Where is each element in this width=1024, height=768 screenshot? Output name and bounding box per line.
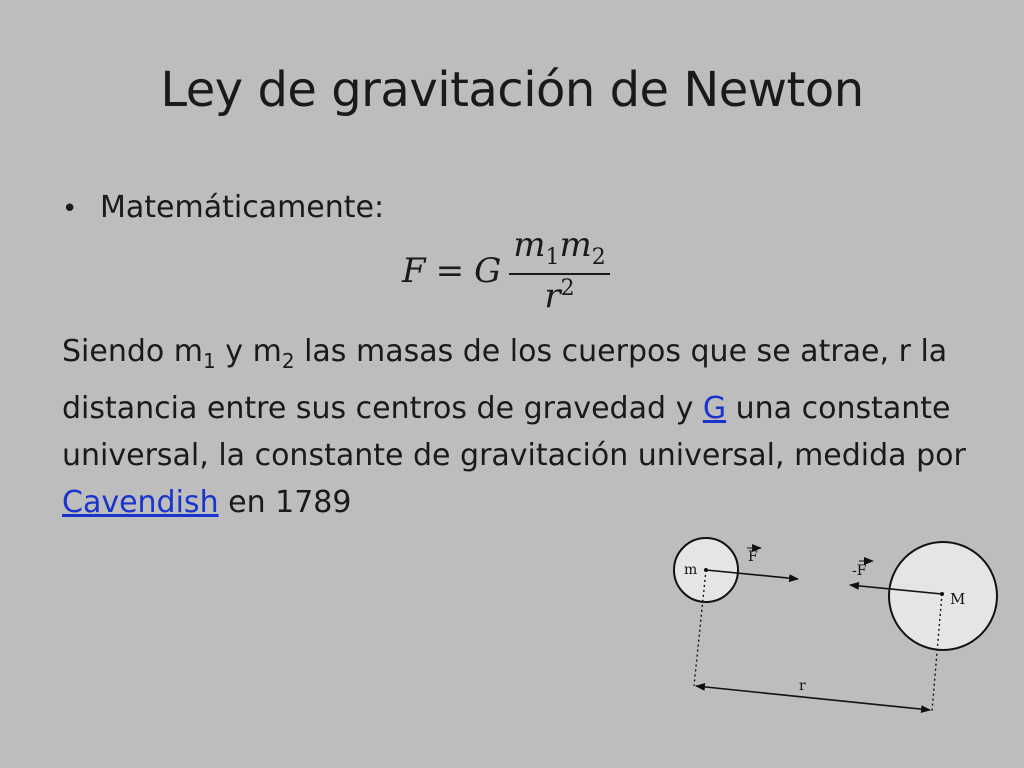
slide-title: Ley de gravitación de Newton (160, 62, 864, 118)
formula-numerator (509, 225, 610, 275)
formula-distance: r (544, 276, 561, 317)
force-label: F (748, 549, 758, 565)
formula-equals: = (435, 251, 465, 292)
explanation-paragraph (62, 328, 992, 526)
gravitation-diagram (668, 528, 1008, 718)
paragraph-text-5: en 1789 (218, 485, 352, 520)
distance-arrow (696, 686, 930, 710)
bullet-item (62, 190, 384, 225)
formula-mass-1-sub: 1 (545, 244, 560, 270)
paragraph-sub-2: 2 (281, 349, 295, 373)
paragraph-text-3: las masas de los cuerpos que se atrae, r la distancia entre sus centros de gravedad y (62, 334, 948, 426)
large-mass-circle (889, 542, 997, 650)
paragraph-text-4: una constante universal, la constante de gravitación universal, medida por (62, 391, 966, 473)
large-mass-label: M (950, 590, 966, 608)
formula-mass-1: m (513, 225, 546, 265)
link-cavendish[interactable]: Cavendish (62, 485, 219, 520)
formula-mass-2-sub: 2 (591, 244, 606, 270)
bullet-text: Matemáticamente: (100, 190, 385, 225)
formula-fraction (509, 225, 610, 317)
formula-denominator (544, 275, 574, 315)
paragraph-sub-1: 1 (203, 349, 216, 373)
small-mass-label: m (684, 562, 698, 578)
gravitation-formula (402, 225, 610, 317)
formula-exponent: 2 (560, 275, 575, 301)
neg-force-label: -F (852, 563, 867, 579)
distance-label: r (799, 678, 806, 694)
bullet-dot-icon: • (62, 194, 78, 224)
link-g[interactable]: G (702, 391, 727, 426)
formula-mass-2: m (559, 225, 592, 265)
paragraph-text-1: Siendo m (62, 334, 204, 369)
paragraph-text-2: y m (215, 334, 282, 369)
formula-constant: G (474, 251, 502, 292)
formula-force: F (402, 251, 426, 292)
